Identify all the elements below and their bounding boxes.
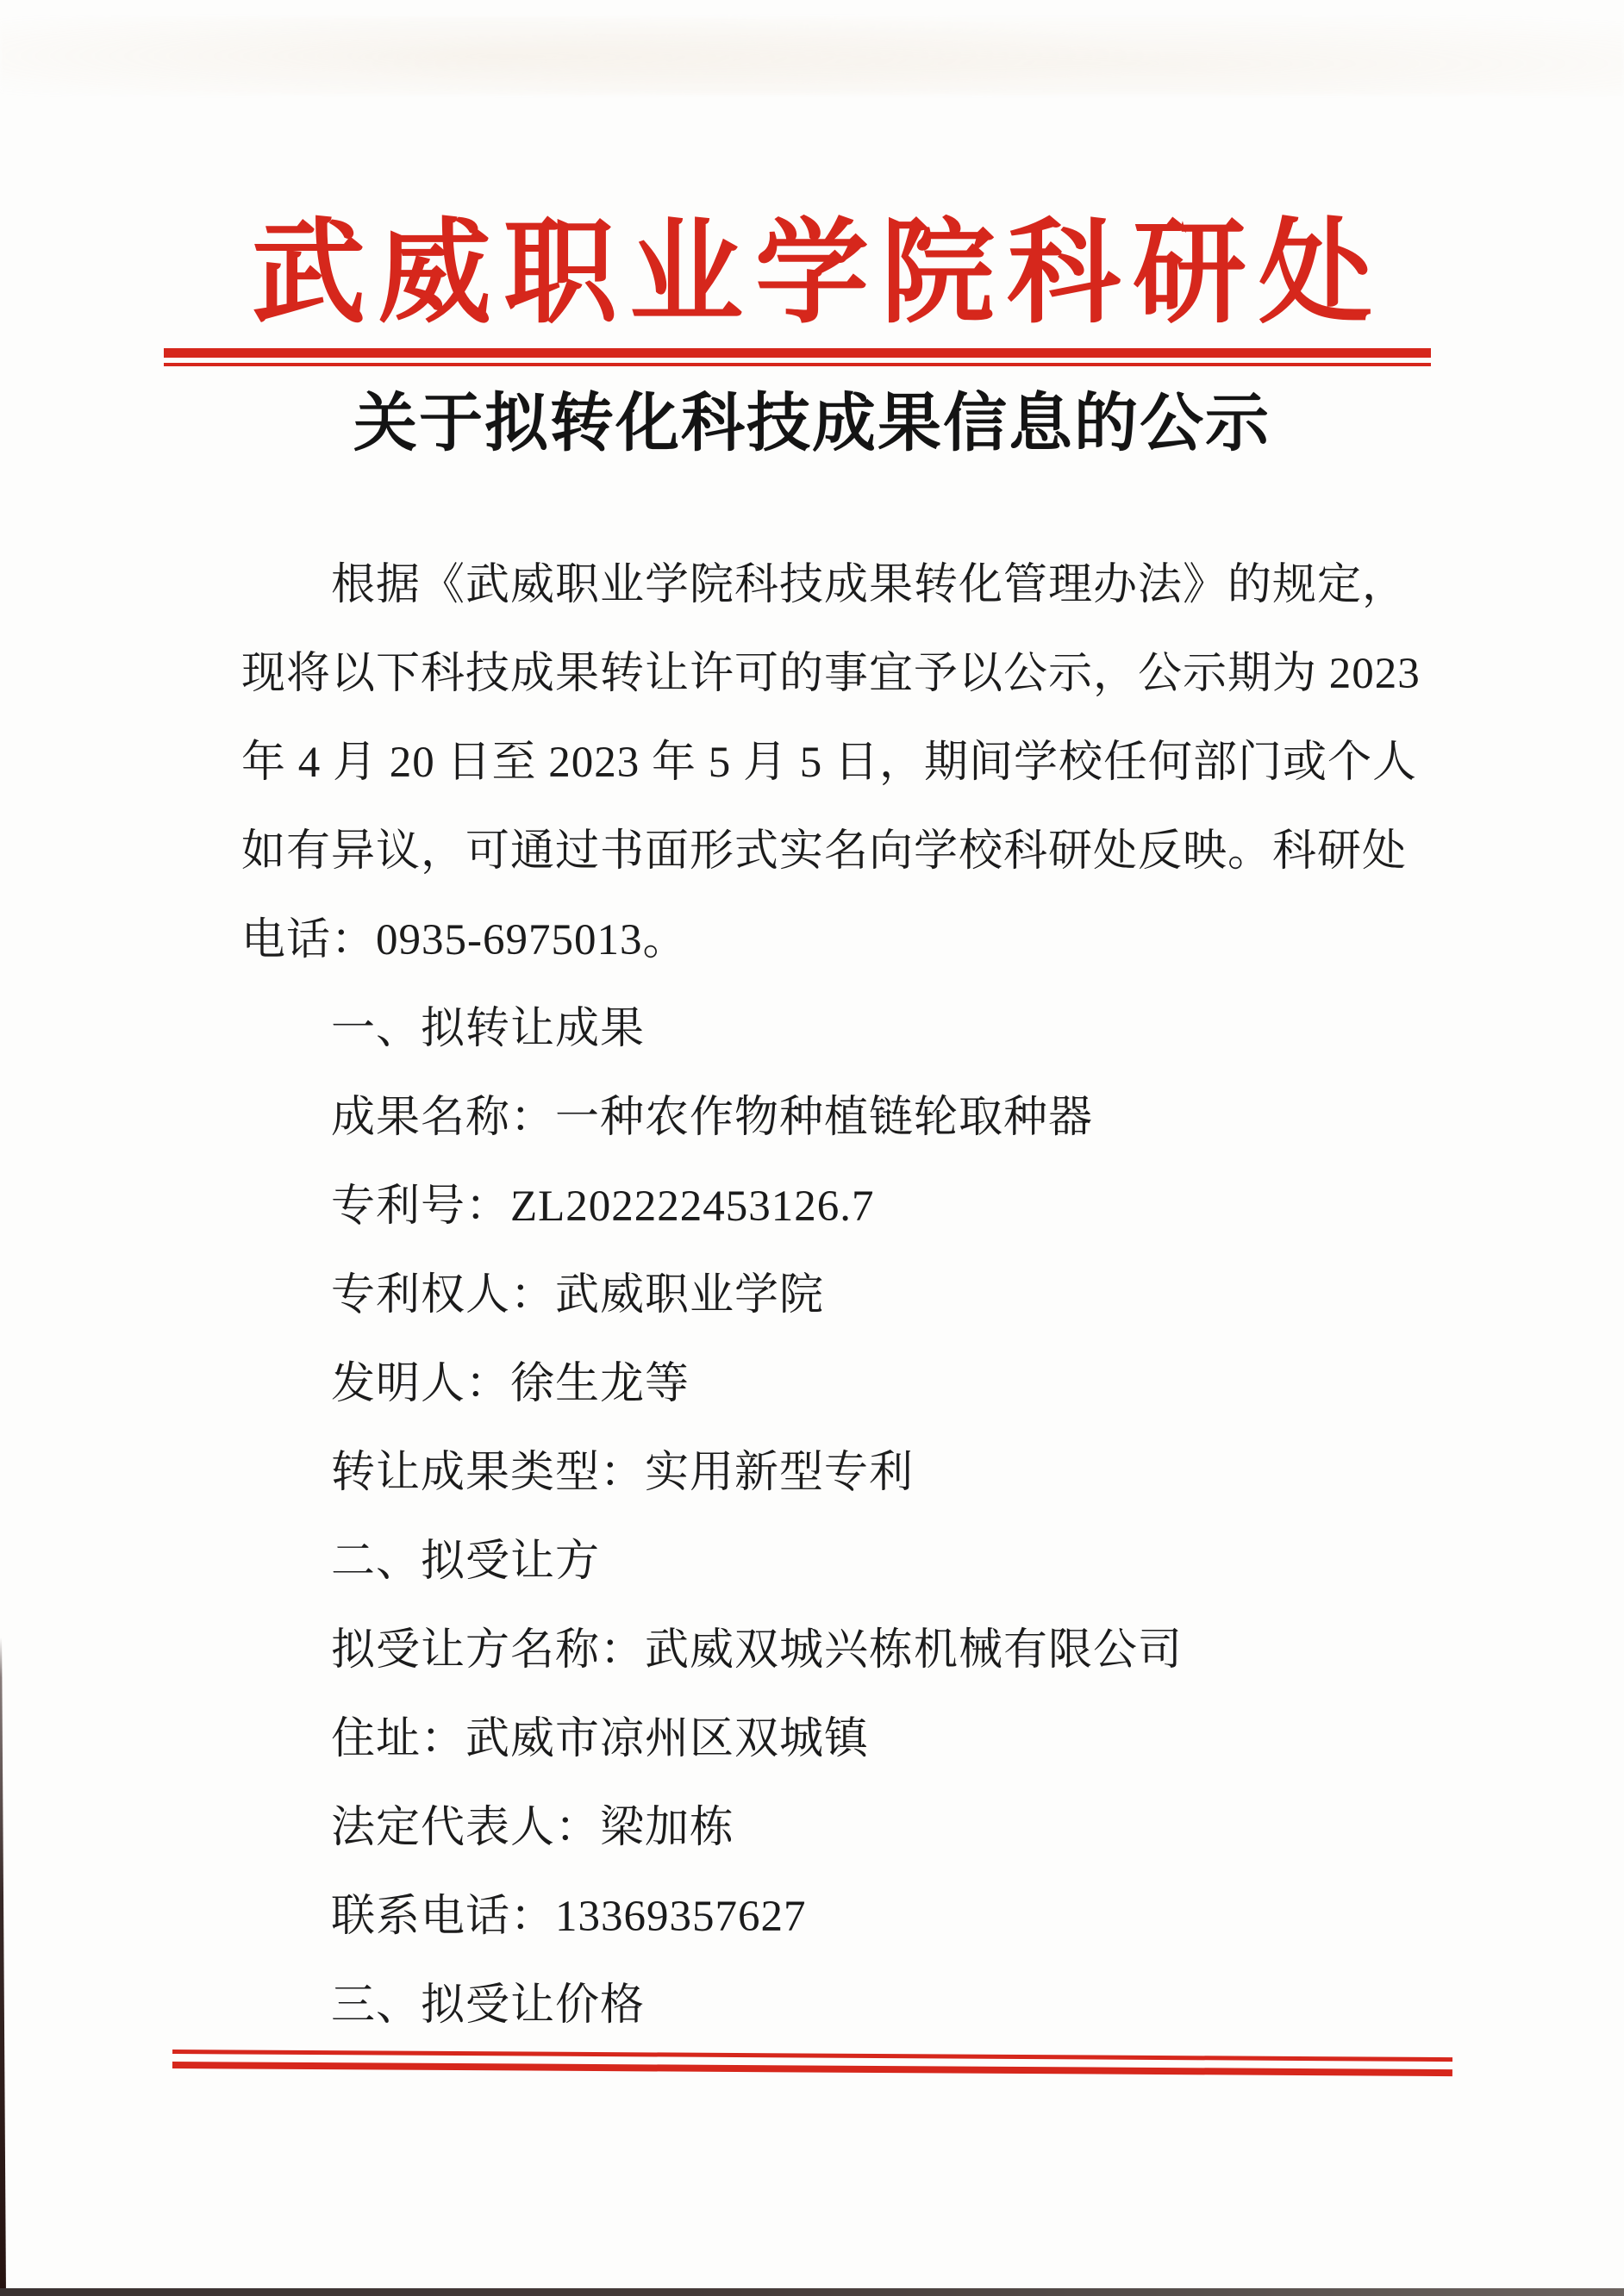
body-line-section-2: 二、拟受让方: [331, 1538, 601, 1586]
body-line-patent-number: 专利号：ZL202222453126.7: [331, 1182, 875, 1231]
scan-noise: [0, 17, 1624, 95]
body-line-inventor: 发明人：徐生龙等: [331, 1360, 690, 1408]
body-line-transfer-type: 转让成果类型：实用新型专利: [331, 1449, 915, 1497]
body-line-contact-phone: 联系电话：13369357627: [331, 1893, 807, 1941]
body-line-paragraph-start: 根据《武威职业学院科技成果转化管理办法》的规定，: [331, 561, 1408, 609]
body-line: 年 4 月 20 日至 2023 年 5 月 5 日，期间学校任何部门或个人: [241, 739, 1418, 787]
scan-edge-bottom: [0, 2288, 1624, 2296]
header-rule: [164, 348, 1431, 366]
scan-edge-left: [0, 1638, 6, 2296]
doc-title: 关于拟转化科技成果信息的公示: [353, 389, 1271, 459]
org-header-title: 武威职业学院科研处: [252, 210, 1384, 337]
body-line-legal-representative: 法定代表人：梁加栋: [331, 1804, 735, 1852]
body-line-section-1: 一、拟转让成果: [331, 1005, 646, 1053]
header-rule-thick-line: [164, 348, 1431, 358]
body-line: 如有异议，可通过书面形式实名向学校科研处反映。科研处: [241, 827, 1408, 876]
body-line-section-3: 三、拟受让价格: [331, 1981, 646, 2030]
body-line-phone: 电话：0935-6975013。: [241, 916, 688, 964]
footer-rule: [172, 2050, 1452, 2076]
body-line-patent-owner: 专利权人：武威职业学院: [331, 1271, 825, 1320]
header-rule-thin-line: [164, 363, 1431, 366]
doc-body: [241, 541, 1421, 2050]
body-line-result-name: 成果名称：一种农作物种植链轮取种器: [331, 1094, 1094, 1142]
body-line: 现将以下科技成果转让许可的事宜予以公示，公示期为 2023: [241, 650, 1421, 698]
body-line-assignee-name: 拟受让方名称：武威双城兴栋机械有限公司: [331, 1626, 1184, 1675]
body-line-address: 住址：武威市凉州区双城镇: [331, 1715, 870, 1763]
